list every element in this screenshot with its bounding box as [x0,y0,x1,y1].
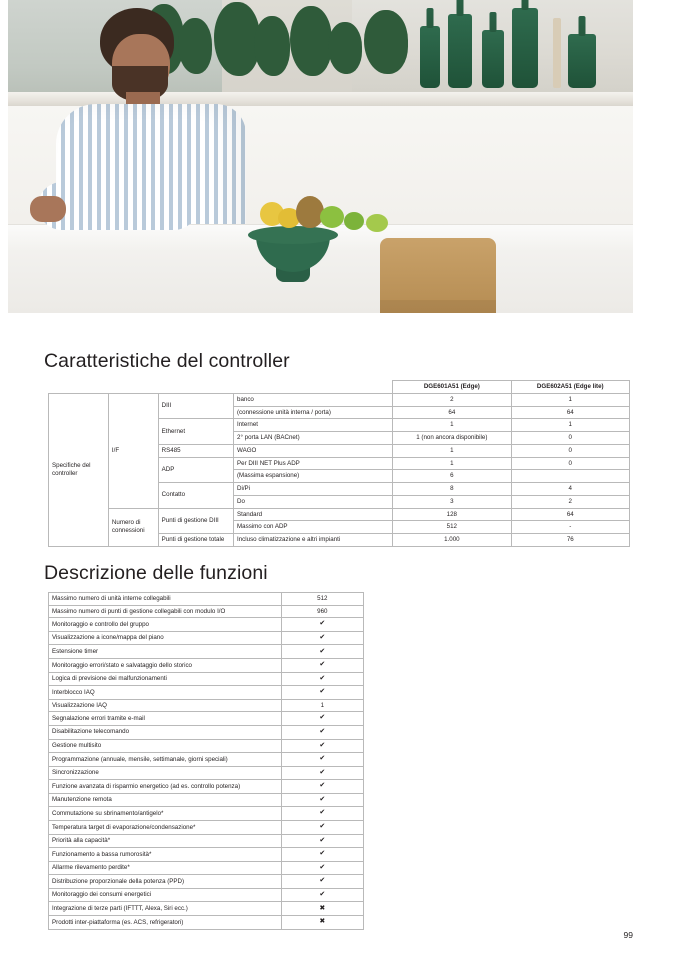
header-blank-4 [234,381,393,394]
fruit-bowl [248,226,338,244]
plant-decor [178,18,212,74]
feature-value: ✔ [281,780,363,794]
table-row [49,631,364,645]
row-value-dge601: 6 [393,470,511,483]
table-row [49,686,364,700]
table-row [49,712,364,726]
table-row [49,834,364,848]
row-label-adp: ADP [158,457,233,483]
candle-decor [553,18,561,88]
row-value-dge601: 1 [393,457,511,470]
row-value-dge602: 0 [511,432,629,445]
feature-value: 1 [281,699,363,712]
feature-label: Priorità alla capacità* [49,834,282,848]
feature-value: ✖ [281,916,363,930]
row-value-dge602: 4 [511,483,629,496]
feature-value: ✔ [281,875,363,889]
plant-decor [214,2,260,76]
feature-value: ✔ [281,807,363,821]
table-row [49,645,364,659]
plant-decor [328,22,362,74]
table-row [49,902,364,916]
row-desc: WAGO [234,444,393,457]
table-row [49,861,364,875]
feature-value: ✔ [281,645,363,659]
feature-label: Integrazione di terze parti (IFTTT, Alexa, Siri ecc.) [49,902,282,916]
row-label-diii: DIII [158,393,233,419]
feature-label: Temperatura target di evaporazione/condensazione* [49,820,282,834]
table-row [49,875,364,889]
row-value-dge602: 64 [511,406,629,419]
feature-value: ✔ [281,672,363,686]
row-value-dge602: - [511,521,629,534]
feature-value: ✔ [281,686,363,700]
row-value-dge601: 3 [393,495,511,508]
feature-value: ✔ [281,793,363,807]
fruit-lime [344,212,364,230]
fruit-pear [296,196,324,228]
feature-label: Massimo numero di punti di gestione collegabili con modulo I/O [49,605,282,618]
plant-decor [290,6,332,76]
page-number: 99 [623,930,633,940]
row-value-dge601: 1 (non ancora disponibile) [393,432,511,445]
feature-label: Monitoraggio e controllo del gruppo [49,618,282,632]
feature-label: Visualizzazione IAQ [49,699,282,712]
feature-value: ✔ [281,658,363,672]
row-label-numero-connessioni: Numero di connessioni [108,508,158,546]
row-value-dge602: 1 [511,393,629,406]
bottle-decor [448,14,472,88]
table-row [49,618,364,632]
feature-label: Allarme rilevamento perdite* [49,861,282,875]
table-row [49,793,364,807]
feature-label: Gestione multisito [49,739,282,753]
feature-label: Programmazione (annuale, mensile, settimanale, giorni speciali) [49,753,282,767]
feature-label: Monitoraggio dei consumi energetici [49,888,282,902]
row-value-dge601: 1 [393,444,511,457]
person-hand [30,196,66,222]
feature-label: Estensione timer [49,645,282,659]
table-header-row [49,381,630,394]
feature-label: Disabilitazione telecomando [49,725,282,739]
feature-value: ✔ [281,766,363,780]
table-row [49,916,364,930]
row-label-ethernet: Ethernet [158,419,233,445]
row-value-dge601: 64 [393,406,511,419]
row-label-rs485: RS485 [158,444,233,457]
table-row [49,725,364,739]
feature-label: Monitoraggio errori/stato e salvataggio dello storico [49,658,282,672]
feature-value: ✔ [281,848,363,862]
row-value-dge602: 0 [511,444,629,457]
feature-label: Distribuzione proporzionale della potenza (PPD) [49,875,282,889]
plant-decor [364,10,408,74]
column-header-dge602: DGE602A51 (Edge lite) [511,381,629,394]
feature-label: Funzione avanzata di risparmio energetico (ad es. controllo potenza) [49,780,282,794]
bottle-decor [512,8,538,88]
table-row [49,605,364,618]
feature-label: Sincronizzazione [49,766,282,780]
row-desc: Di/Pi [234,483,393,496]
header-blank-1 [49,381,109,394]
header-blank-3 [158,381,233,394]
feature-value: ✔ [281,820,363,834]
row-value-dge601: 512 [393,521,511,534]
table-row [49,699,364,712]
row-value-dge602: 64 [511,508,629,521]
section-title-functions: Descrizione delle funzioni [44,562,268,584]
hero-image [8,0,633,313]
feature-label: Massimo numero di unità interne collegabili [49,593,282,606]
bottle-decor [482,30,504,88]
table-row [49,888,364,902]
section-title-controller: Caratteristiche del controller [44,350,290,372]
column-header-dge601: DGE601A51 (Edge) [393,381,511,394]
plant-decor [254,16,290,76]
table-row [49,766,364,780]
bottle-decor [420,26,440,88]
row-label-if: I/F [108,393,158,508]
feature-label: Commutazione su sbrinamento/antigelo* [49,807,282,821]
row-value-dge602: 76 [511,534,629,547]
feature-value: ✔ [281,712,363,726]
bottle-decor [568,34,596,88]
table-row [49,753,364,767]
feature-label: Interblocco IAQ [49,686,282,700]
table-row [49,593,364,606]
fruit-apple [320,206,344,228]
controller-specs-table [48,380,630,547]
row-value-dge601: 1 [393,419,511,432]
feature-label: Segnalazione errori tramite e-mail [49,712,282,726]
row-label-contatto: Contatto [158,483,233,509]
header-blank-2 [108,381,158,394]
functions-table [48,592,364,930]
fruit-apple [366,214,388,232]
feature-value: ✖ [281,902,363,916]
row-desc: Massimo con ADP [234,521,393,534]
table-row [49,658,364,672]
row-desc: banco [234,393,393,406]
row-desc: 2° porta LAN (BACnet) [234,432,393,445]
row-desc: Per DIII NET Plus ADP [234,457,393,470]
row-desc: Do [234,495,393,508]
row-desc: Internet [234,419,393,432]
row-label-specifiche: Specifiche del controller [49,393,109,546]
feature-label: Visualizzazione a icone/mappa del piano [49,631,282,645]
row-value-dge601: 1.000 [393,534,511,547]
feature-label: Manutenzione remota [49,793,282,807]
feature-value: 960 [281,605,363,618]
feature-value: ✔ [281,861,363,875]
feature-label: Prodotti inter-piattaforma (es. ACS, refrigeratori) [49,916,282,930]
table-row [49,780,364,794]
row-label-punti-diii: Punti di gestione DIII [158,508,233,534]
feature-value: ✔ [281,618,363,632]
row-value-dge602: 2 [511,495,629,508]
table-row [49,807,364,821]
row-desc: (connessione unità interna / porta) [234,406,393,419]
row-value-dge602: 1 [511,419,629,432]
feature-label: Funzionamento a bassa rumorosità* [49,848,282,862]
table-row [49,393,630,406]
row-desc: Incluso climatizzazione e altri impianti [234,534,393,547]
feature-value: ✔ [281,631,363,645]
table-row [49,508,630,521]
table-row [49,672,364,686]
feature-label: Logica di previsione dei malfunzionamenti [49,672,282,686]
feature-value: ✔ [281,888,363,902]
row-desc: (Massima espansione) [234,470,393,483]
feature-value: ✔ [281,753,363,767]
row-value-dge601: 2 [393,393,511,406]
row-desc: Standard [234,508,393,521]
row-value-dge601: 128 [393,508,511,521]
table-row [49,848,364,862]
row-value-dge601: 8 [393,483,511,496]
feature-value: ✔ [281,739,363,753]
table-row [49,739,364,753]
feature-value: ✔ [281,725,363,739]
row-label-punti-totale: Punti di gestione totale [158,534,233,547]
feature-value: ✔ [281,834,363,848]
feature-value: 512 [281,593,363,606]
table-row [49,820,364,834]
row-value-dge602: 0 [511,457,629,470]
chair-shadow [380,300,496,313]
row-value-dge602 [511,470,629,483]
